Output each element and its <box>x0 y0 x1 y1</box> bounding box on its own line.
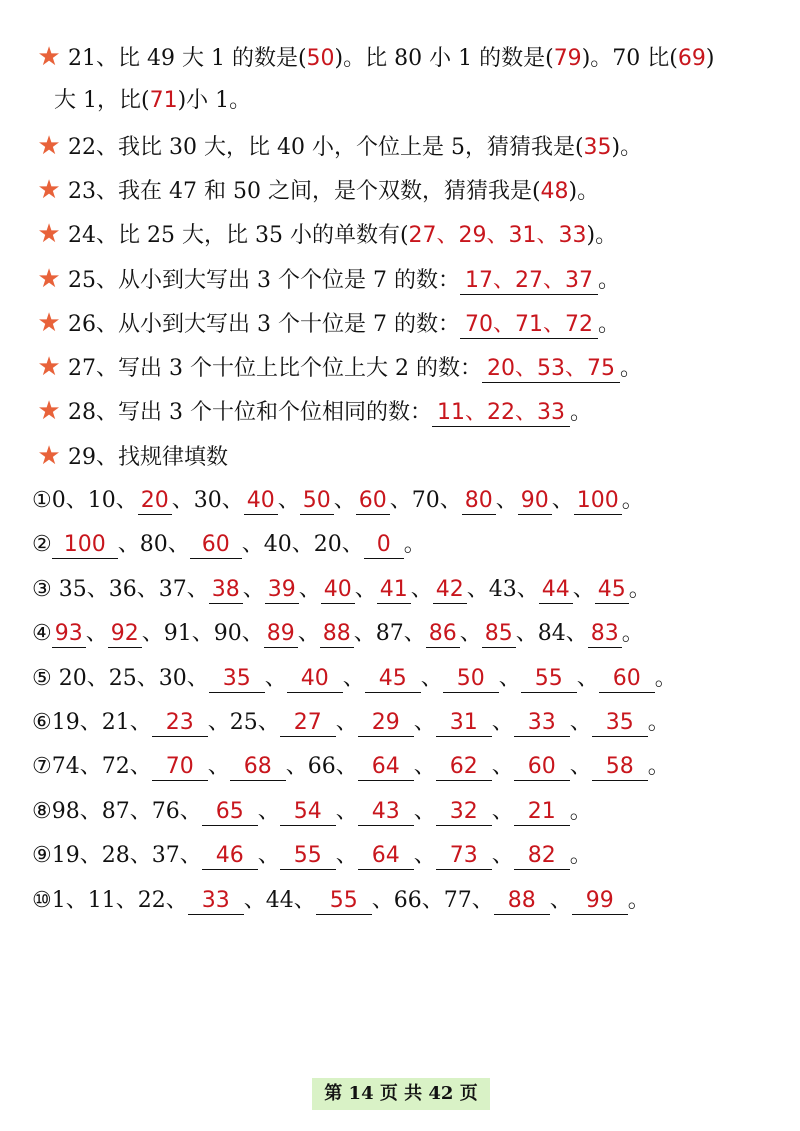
answer-blank: 33 <box>514 710 570 737</box>
question-text: 、 <box>569 710 592 735</box>
question-text: 大 1，比( <box>54 88 150 114</box>
question-text: 。 <box>647 710 670 735</box>
question-text: ⑥19、21、 <box>32 710 152 735</box>
question-text: 、 <box>298 576 321 602</box>
answer-blank: 41 <box>377 577 411 604</box>
question-text: 、 <box>257 798 280 824</box>
question-text: 23、我在 47 和 50 之间，是个双数，猜猜我是( <box>68 178 541 204</box>
answer-blank: 43 <box>358 799 414 826</box>
answer-blank: 70 <box>152 754 208 781</box>
question-text: 、43、 <box>466 576 539 602</box>
answer-blank: 11、22、33 <box>432 400 570 427</box>
question-text: 、 <box>335 843 358 869</box>
question-text: 。 <box>619 356 642 382</box>
answer-value: 27、29、31、33 <box>408 223 587 249</box>
question-text: ) <box>705 46 715 71</box>
question-text: ③ 35、36、37、 <box>32 576 209 602</box>
answer-blank: 92 <box>108 621 142 648</box>
question-text: 。 <box>628 576 651 602</box>
question-text: 、30、 <box>171 488 244 513</box>
question-text: 、 <box>549 887 572 913</box>
question-text: 、 <box>498 665 521 691</box>
answer-blank: 55 <box>316 888 372 915</box>
question-text: 、 <box>576 665 599 691</box>
question-text: 、 <box>413 754 436 780</box>
question-text: 26、从小到大写出 3 个十位是 7 的数： <box>68 311 460 337</box>
answer-blank: 60 <box>190 532 242 559</box>
question-text: 、 <box>459 621 482 647</box>
question-text: 29、找规律填数 <box>68 444 228 470</box>
question-text: 、 <box>333 488 356 513</box>
sequence-row-3 <box>32 575 651 605</box>
answer-blank: 33 <box>188 888 244 915</box>
page-footer <box>312 1078 490 1110</box>
sequence-row-5 <box>32 664 677 694</box>
question-text: 、 <box>491 798 514 824</box>
question-text: 。 <box>621 621 644 647</box>
star-icon: ★ <box>37 352 61 383</box>
answer-blank: 31 <box>436 710 492 737</box>
question-text: ⑦74、72、 <box>32 754 152 780</box>
question-text: 、 <box>277 488 300 513</box>
problem-26 <box>0 308 620 340</box>
question-text: ⑩1、11、22、 <box>32 887 188 913</box>
question-text: 、80、 <box>117 532 190 558</box>
question-text: 24、比 25 大，比 35 小的单数有( <box>68 223 409 249</box>
answer-blank: 89 <box>264 621 298 648</box>
question-text: 。 <box>569 843 592 869</box>
page-number-text: 第 14 页 共 42 页 <box>324 1083 478 1104</box>
question-text: 、 <box>413 843 436 869</box>
answer-value: 35 <box>583 134 612 160</box>
question-text: 。 <box>597 267 620 293</box>
question-text: 27、写出 3 个十位上比个位上大 2 的数： <box>68 356 482 382</box>
question-text: 、 <box>491 710 514 735</box>
question-text: 。 <box>403 532 426 558</box>
answer-blank: 86 <box>426 621 460 648</box>
question-text: 、 <box>335 710 358 735</box>
problem-24 <box>0 219 617 251</box>
answer-blank: 80 <box>462 488 496 515</box>
answer-value: 71 <box>149 88 178 114</box>
question-text: 、44、 <box>243 887 316 913</box>
star-icon: ★ <box>37 440 61 471</box>
question-text: 、 <box>495 488 518 513</box>
answer-blank: 65 <box>202 799 258 826</box>
question-text: 、66、 <box>285 754 358 780</box>
question-text: ⑧98、87、76、 <box>32 798 202 824</box>
answer-blank: 55 <box>280 843 336 870</box>
answer-blank: 64 <box>358 754 414 781</box>
question-text: 25、从小到大写出 3 个个位是 7 的数： <box>68 267 460 293</box>
answer-blank: 99 <box>572 888 628 915</box>
question-text: ② <box>32 532 52 558</box>
answer-blank: 54 <box>280 799 336 826</box>
problem-23 <box>0 175 599 207</box>
question-text: 。 <box>647 754 670 780</box>
answer-blank: 21 <box>514 799 570 826</box>
answer-blank: 44 <box>539 577 573 604</box>
problem-21-continued <box>54 86 251 116</box>
problem-25 <box>0 264 620 296</box>
question-text: )。70 比( <box>581 46 678 71</box>
sequence-row-10 <box>32 886 650 916</box>
problem-22 <box>0 131 642 163</box>
question-text: 、70、 <box>389 488 462 513</box>
question-text: )。 <box>611 134 643 160</box>
answer-blank: 0 <box>364 532 404 559</box>
answer-blank: 100 <box>52 532 118 559</box>
answer-blank: 70、71、72 <box>460 312 598 339</box>
answer-blank: 64 <box>358 843 414 870</box>
question-text: 、 <box>354 576 377 602</box>
question-text: 。 <box>627 887 650 913</box>
question-text: 。 <box>654 665 677 691</box>
answer-blank: 23 <box>152 710 208 737</box>
sequence-row-9 <box>32 841 592 871</box>
answer-blank: 42 <box>433 577 467 604</box>
question-text: 、25、 <box>207 710 280 735</box>
question-text: )小 1。 <box>177 88 252 114</box>
answer-blank: 27 <box>280 710 336 737</box>
question-text: 、 <box>342 665 365 691</box>
star-icon: ★ <box>37 42 61 72</box>
question-text: 、 <box>85 621 108 647</box>
problem-28 <box>0 396 592 428</box>
answer-blank: 50 <box>300 488 334 515</box>
question-text: 、 <box>491 843 514 869</box>
question-text: 28、写出 3 个十位和个位相同的数： <box>68 400 432 426</box>
answer-blank: 45 <box>365 666 421 693</box>
answer-blank: 17、27、37 <box>460 268 598 295</box>
question-text: 、 <box>551 488 574 513</box>
question-text: ⑤ 20、25、30、 <box>32 665 209 691</box>
answer-blank: 60 <box>514 754 570 781</box>
answer-blank: 40 <box>321 577 355 604</box>
question-text: ①0、10、 <box>32 488 138 513</box>
answer-blank: 40 <box>244 488 278 515</box>
answer-blank: 88 <box>494 888 550 915</box>
answer-blank: 60 <box>599 666 655 693</box>
question-text: 。 <box>597 311 620 337</box>
answer-blank: 85 <box>482 621 516 648</box>
question-text: 、 <box>335 798 358 824</box>
answer-blank: 55 <box>521 666 577 693</box>
sequence-row-4 <box>32 619 644 649</box>
question-text: 、 <box>297 621 320 647</box>
question-text: 。 <box>569 400 592 426</box>
answer-blank: 35 <box>592 710 648 737</box>
answer-blank: 90 <box>518 488 552 515</box>
question-text: )。 <box>568 178 600 204</box>
answer-blank: 40 <box>287 666 343 693</box>
question-text: 、 <box>410 576 433 602</box>
answer-value: 69 <box>677 46 706 71</box>
star-icon: ★ <box>37 219 61 250</box>
answer-blank: 100 <box>574 488 622 515</box>
star-icon: ★ <box>37 263 61 294</box>
problem-29 <box>0 441 228 473</box>
answer-blank: 62 <box>436 754 492 781</box>
answer-blank: 93 <box>52 621 86 648</box>
answer-value: 50 <box>306 46 335 71</box>
sequence-row-1 <box>32 486 644 516</box>
answer-blank: 58 <box>592 754 648 781</box>
question-text: 22、我比 30 大，比 40 小，个位上是 5，猜猜我是( <box>68 134 584 160</box>
question-text: 、 <box>491 754 514 780</box>
star-icon: ★ <box>37 396 61 427</box>
answer-blank: 60 <box>356 488 390 515</box>
problem-27 <box>0 352 642 384</box>
question-text: ④ <box>32 621 52 647</box>
answer-blank: 83 <box>588 621 622 648</box>
answer-blank: 38 <box>209 577 243 604</box>
star-icon: ★ <box>37 307 61 338</box>
sequence-row-8 <box>32 797 592 827</box>
answer-blank: 46 <box>202 843 258 870</box>
answer-blank: 32 <box>436 799 492 826</box>
problem-21 <box>0 42 714 74</box>
answer-blank: 68 <box>230 754 286 781</box>
question-text: 、 <box>242 576 265 602</box>
star-icon: ★ <box>37 174 61 205</box>
answer-value: 79 <box>553 46 582 71</box>
answer-blank: 73 <box>436 843 492 870</box>
question-text: 、66、77、 <box>371 887 494 913</box>
question-text: 、 <box>257 843 280 869</box>
answer-blank: 50 <box>443 666 499 693</box>
answer-blank: 82 <box>514 843 570 870</box>
question-text: 。 <box>621 488 644 513</box>
question-text: 、91、90、 <box>141 621 264 647</box>
answer-blank: 20、53、75 <box>482 356 620 383</box>
sequence-row-2 <box>32 530 426 560</box>
question-text: ⑨19、28、37、 <box>32 843 202 869</box>
question-text: 、 <box>420 665 443 691</box>
question-text: 21、比 49 大 1 的数是( <box>68 46 307 71</box>
question-text: 、 <box>572 576 595 602</box>
question-text: 、40、20、 <box>241 532 364 558</box>
question-text: 、 <box>569 754 592 780</box>
question-text: 、 <box>413 710 436 735</box>
answer-blank: 39 <box>265 577 299 604</box>
question-text: 、84、 <box>515 621 588 647</box>
answer-blank: 35 <box>209 666 265 693</box>
star-icon: ★ <box>37 130 61 161</box>
question-text: 、 <box>413 798 436 824</box>
question-text: 、 <box>207 754 230 780</box>
question-text: 、 <box>264 665 287 691</box>
sequence-row-6 <box>32 708 670 738</box>
question-text: 。 <box>569 798 592 824</box>
question-text: )。 <box>586 223 618 249</box>
answer-value: 48 <box>540 178 569 204</box>
sequence-row-7 <box>32 752 670 782</box>
answer-blank: 45 <box>595 577 629 604</box>
answer-blank: 20 <box>138 488 172 515</box>
answer-blank: 29 <box>358 710 414 737</box>
question-text: 、87、 <box>353 621 426 647</box>
answer-blank: 88 <box>320 621 354 648</box>
question-text: )。比 80 小 1 的数是( <box>334 46 554 71</box>
